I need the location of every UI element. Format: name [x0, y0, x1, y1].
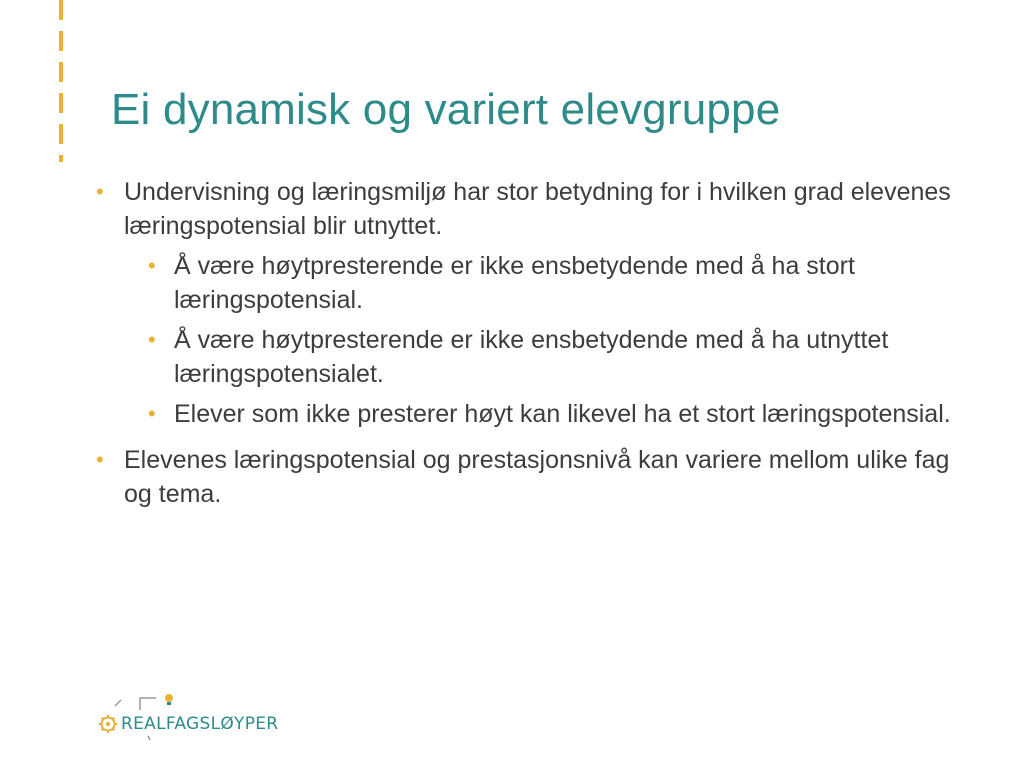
- bullet-icon: •: [96, 447, 104, 472]
- logo-text: REALFAGSLØYPER: [121, 714, 279, 734]
- bullet-text: Elevenes læringspotensial og prestasjonsnivå kan variere mellom ulike fag og tema.: [124, 446, 950, 508]
- slide-title: Ei dynamisk og variert elevgruppe: [111, 85, 781, 134]
- sub-bullet-item: [96, 397, 976, 431]
- bullet-list: [96, 175, 976, 511]
- bullet-icon: •: [148, 401, 156, 426]
- bullet-item: [96, 443, 976, 511]
- bullet-icon: •: [96, 179, 104, 204]
- bullet-item: [96, 175, 976, 243]
- decorative-dashed-line: [59, 0, 63, 162]
- bullet-text: Undervisning og læringsmiljø har stor betydning for i hvilken grad elevenes læringspotensial blir utnyttet.: [124, 178, 951, 240]
- sub-bullet-item: [96, 323, 976, 391]
- logo: [99, 692, 279, 742]
- bullet-icon: •: [148, 327, 156, 352]
- sub-bullet-text: Å være høytpresterende er ikke ensbetydende med å ha stort læringspotensial.: [174, 252, 855, 314]
- lightbulb-icon: [165, 694, 173, 705]
- sub-bullet-text: Å være høytpresterende er ikke ensbetydende med å ha utnyttet læringspotensialet.: [174, 326, 889, 388]
- bullet-icon: •: [148, 253, 156, 278]
- atom-icon: [99, 715, 117, 733]
- sub-bullet-item: [96, 249, 976, 317]
- sub-bullet-text: Elever som ikke presterer høyt kan likevel ha et stort læringspotensial.: [174, 400, 951, 428]
